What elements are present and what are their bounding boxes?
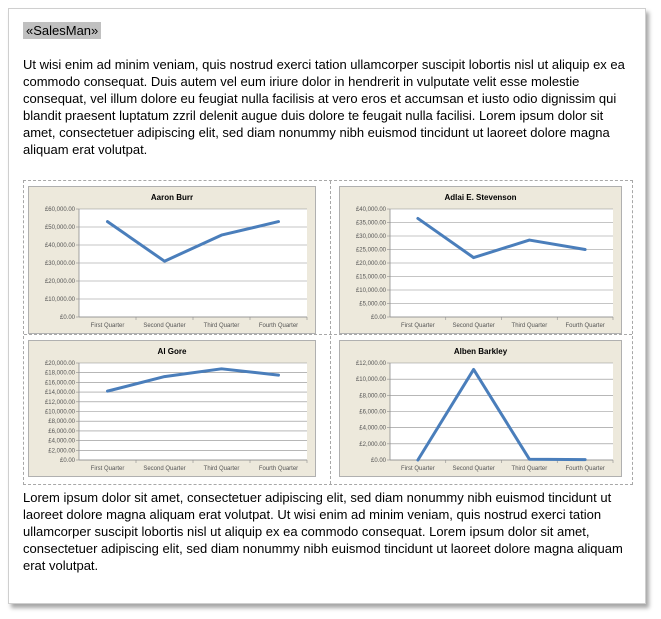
data-point <box>472 256 474 258</box>
y-tick-label: £4,000.00 <box>359 425 386 432</box>
y-tick-label: £4,000.00 <box>48 438 75 445</box>
chart-title: Aaron Burr <box>150 193 194 202</box>
chart-aaron-burr[interactable] <box>28 186 316 334</box>
document-page <box>8 8 646 604</box>
salesman-merge-field[interactable]: «SalesMan» <box>23 22 101 39</box>
intro-paragraph: Ut wisi enim ad minim veniam, quis nostrud exerci tation ullamcorper suscipit lobortis nisl ut aliquip ex ea commodo consequat. Duis autem vel eum iriure dolor in hendrerit in vulputate velit esse molestie consequat, vel illum dolore eu feugiat nulla facilisis at vero eros et accumsan et iusto odio dignissim qui blandit praesent luptatum zzril delenit augue duis dolore te feugait nulla facilisi. Lorem ipsum dolor sit amet, consectetuer adipiscing elit, sed diam nonummy nibh euismod tincidunt ut laoreet dolore magna aliquam erat volutpat. <box>23 57 625 157</box>
y-tick-label: £50,000.00 <box>44 225 75 231</box>
x-tick-label: Third Quarter <box>203 323 240 329</box>
y-tick-label: £10,000.00 <box>44 409 75 416</box>
x-tick-label: Fourth Quarter <box>565 323 605 329</box>
y-tick-label: £30,000.00 <box>355 234 386 240</box>
y-tick-label: £5,000.00 <box>359 301 386 308</box>
closing-paragraph: Lorem ipsum dolor sit amet, consectetuer adipiscing elit, sed diam nonummy nibh euismod tincidunt ut laoreet dolore magna aliquam erat volutpat. Ut wisi enim ad minim veniam, quis nostrud exerci tation ullamcorper suscipit lobortis nisl ut aliquip ex ea commodo consequat. Lorem ipsum dolor sit amet, consectetuer adipiscing elit, sed diam nonummy nibh euismod tincidunt ut laoreet dolore magna aliquam erat volutpat. <box>23 490 623 573</box>
y-tick-label: £2,000.00 <box>48 448 75 455</box>
data-point <box>277 374 279 376</box>
table-row-divider <box>24 334 632 335</box>
x-tick-label: Second Quarter <box>452 466 495 472</box>
chart-svg <box>29 341 315 476</box>
y-tick-label: £15,000.00 <box>355 274 386 281</box>
data-point <box>584 248 586 250</box>
y-tick-label: £25,000.00 <box>355 247 386 254</box>
y-tick-label: £12,000.00 <box>44 399 75 406</box>
x-tick-label: Second Quarter <box>452 323 495 329</box>
y-tick-label: £6,000.00 <box>48 428 75 435</box>
data-point <box>528 458 530 460</box>
y-tick-label: £0.00 <box>59 315 75 321</box>
y-tick-label: £16,000.00 <box>44 380 75 387</box>
chart-title: Al Gore <box>157 347 187 356</box>
x-tick-label: Second Quarter <box>143 466 186 472</box>
chart-adlai-stevenson[interactable] <box>339 186 622 334</box>
y-tick-label: £0.00 <box>370 458 386 464</box>
x-tick-label: Fourth Quarter <box>258 323 299 329</box>
data-point <box>220 234 222 236</box>
y-tick-label: £40,000.00 <box>44 243 75 249</box>
table-column-divider <box>330 181 331 484</box>
chart-al-gore[interactable] <box>28 340 316 477</box>
chart-svg <box>29 187 315 333</box>
chart-svg <box>340 187 621 333</box>
y-tick-label: £0.00 <box>59 458 75 464</box>
chart-title: Alben Barkley <box>453 347 508 356</box>
chart-table <box>23 180 633 485</box>
data-point <box>163 375 165 377</box>
y-tick-label: £10,000.00 <box>44 297 75 303</box>
y-tick-label: £14,000.00 <box>44 390 75 397</box>
y-tick-label: £12,000.00 <box>355 361 386 367</box>
x-tick-label: Third Quarter <box>203 466 240 472</box>
x-tick-label: First Quarter <box>90 323 125 329</box>
y-tick-label: £60,000.00 <box>44 207 75 213</box>
x-tick-label: First Quarter <box>401 466 435 472</box>
chart-alben-barkley[interactable] <box>339 340 622 477</box>
y-tick-label: £30,000.00 <box>44 261 75 267</box>
x-tick-label: First Quarter <box>401 323 435 329</box>
x-tick-label: Third Quarter <box>511 323 548 329</box>
y-tick-label: £18,000.00 <box>44 370 75 377</box>
data-point <box>163 260 165 262</box>
y-tick-label: £2,000.00 <box>359 441 386 448</box>
data-point <box>528 239 530 241</box>
data-point <box>106 220 108 222</box>
chart-title: Adlai E. Stevenson <box>444 193 517 202</box>
y-tick-label: £0.00 <box>370 315 386 321</box>
y-tick-label: £20,000.00 <box>44 361 75 367</box>
data-point <box>417 217 419 219</box>
y-tick-label: £10,000.00 <box>355 377 386 384</box>
y-tick-label: £35,000.00 <box>355 220 386 227</box>
y-tick-label: £20,000.00 <box>355 261 386 267</box>
y-tick-label: £20,000.00 <box>44 279 75 285</box>
data-point <box>584 458 586 460</box>
x-tick-label: Second Quarter <box>143 323 186 329</box>
x-tick-label: First Quarter <box>90 466 125 472</box>
data-point <box>106 390 108 392</box>
x-tick-label: Fourth Quarter <box>258 466 299 472</box>
x-tick-label: Fourth Quarter <box>565 466 605 472</box>
y-tick-label: £8,000.00 <box>48 419 75 426</box>
y-tick-label: £6,000.00 <box>359 409 386 416</box>
y-tick-label: £10,000.00 <box>355 288 386 294</box>
y-tick-label: £40,000.00 <box>355 207 386 213</box>
data-point <box>277 220 279 222</box>
data-point <box>472 368 474 370</box>
y-tick-label: £8,000.00 <box>359 393 386 400</box>
chart-svg <box>340 341 621 476</box>
data-point <box>220 368 222 370</box>
data-point <box>417 459 419 461</box>
x-tick-label: Third Quarter <box>511 466 548 472</box>
